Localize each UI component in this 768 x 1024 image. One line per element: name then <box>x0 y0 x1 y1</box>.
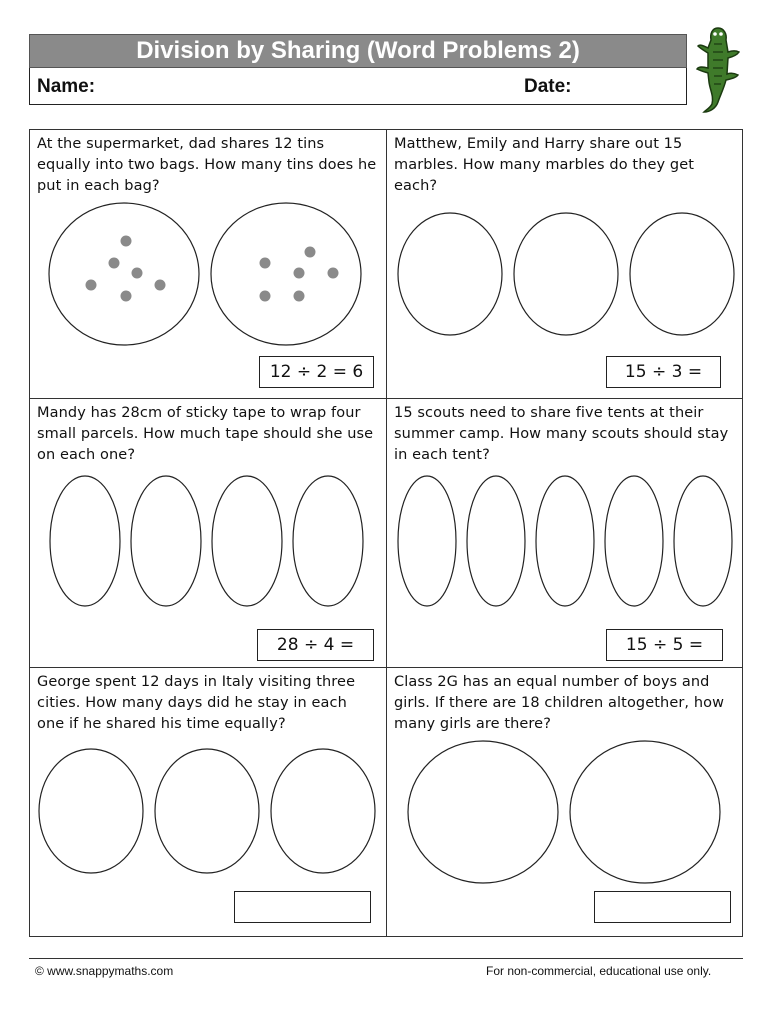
group-oval <box>630 213 734 335</box>
answer-box[interactable]: 28 ÷ 4 = <box>257 629 374 661</box>
group-circle <box>408 741 558 883</box>
problem-cell-2 <box>387 130 743 398</box>
name-label: Name: <box>37 76 96 97</box>
problem-cell-4 <box>387 399 743 667</box>
sharing-groups <box>30 399 386 667</box>
problem-cell-3 <box>30 399 386 667</box>
answer-box[interactable]: 12 ÷ 2 = 6 <box>259 356 374 388</box>
group-oval <box>155 749 259 873</box>
group-oval <box>536 476 594 606</box>
problem-cell-6 <box>387 668 743 936</box>
group-oval <box>398 213 502 335</box>
worksheet-title: Division by Sharing (Word Problems 2) <box>29 34 687 68</box>
tin-dot <box>121 291 132 302</box>
group-oval <box>131 476 201 606</box>
footer-copyright: © www.snappymaths.com <box>35 964 174 978</box>
problem-cell-1 <box>30 130 386 398</box>
group-oval <box>50 476 120 606</box>
tin-dot <box>260 291 271 302</box>
group-circle <box>49 203 199 345</box>
answer-box[interactable] <box>234 891 371 923</box>
group-oval <box>39 749 143 873</box>
tin-dot <box>294 291 305 302</box>
tin-dot <box>121 236 132 247</box>
tin-dot <box>109 258 120 269</box>
group-circle <box>570 741 720 883</box>
group-oval <box>212 476 282 606</box>
group-circle <box>211 203 361 345</box>
problem-question: 15 scouts need to share five tents at their summer camp. How many scouts should stay in each tent? <box>394 405 729 463</box>
problem-question: George spent 12 days in Italy visiting three cities. How many days did he stay in each one if he shared his time equally? <box>37 674 356 732</box>
group-oval <box>605 476 663 606</box>
problem-question: Class 2G has an equal number of boys and girls. If there are 18 children altogether, how many girls are there? <box>394 674 725 732</box>
tin-dot <box>328 268 339 279</box>
group-oval <box>467 476 525 606</box>
group-oval <box>293 476 363 606</box>
date-label: Date: <box>524 76 572 97</box>
tin-dot <box>86 280 97 291</box>
problem-question: Matthew, Emily and Harry share out 15 marbles. How many marbles do they get each? <box>394 136 695 194</box>
tin-dot <box>132 268 143 279</box>
answer-box[interactable]: 15 ÷ 5 = <box>606 629 723 661</box>
sharing-groups <box>387 399 743 667</box>
problem-grid <box>29 129 743 937</box>
problem-question: Mandy has 28cm of sticky tape to wrap four small parcels. How much tape should she use on each one? <box>37 405 374 463</box>
crocodile-icon <box>692 22 744 114</box>
tin-dot <box>260 258 271 269</box>
answer-box[interactable]: 15 ÷ 3 = <box>606 356 721 388</box>
problem-cell-5 <box>30 668 386 936</box>
answer-box[interactable] <box>594 891 731 923</box>
group-oval <box>674 476 732 606</box>
tin-dot <box>305 247 316 258</box>
tin-dot <box>155 280 166 291</box>
name-date-bar <box>29 68 687 105</box>
footer-usage-note: For non-commercial, educational use only. <box>486 964 712 978</box>
tin-dot <box>294 268 305 279</box>
group-oval <box>271 749 375 873</box>
footer-divider <box>29 958 743 959</box>
group-oval <box>398 476 456 606</box>
problem-question: At the supermarket, dad shares 12 tins equally into two bags. How many tins does he put in each bag? <box>37 136 377 194</box>
group-oval <box>514 213 618 335</box>
